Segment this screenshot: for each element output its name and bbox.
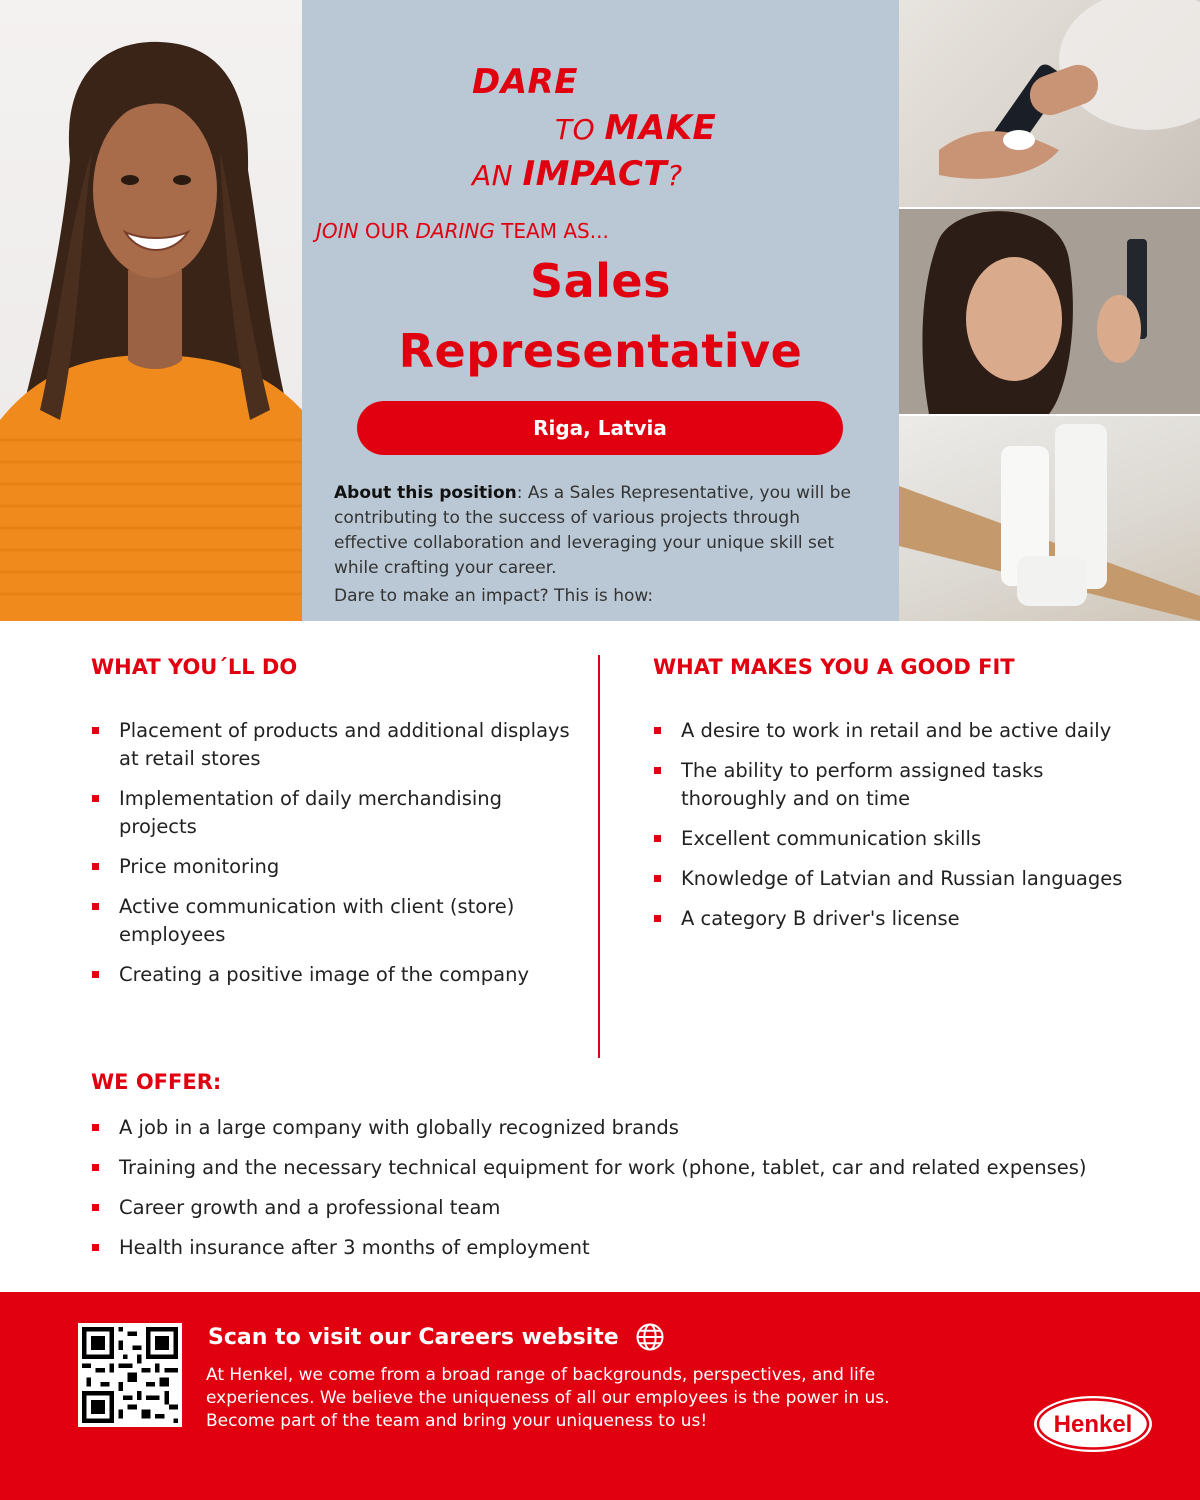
tagline-line-3: AN IMPACT? xyxy=(472,154,683,194)
we-offer-section xyxy=(91,1070,1151,1274)
list-item: Knowledge of Latvian and Russian languages xyxy=(653,865,1133,893)
list-item: Career growth and a professional team xyxy=(91,1194,1151,1222)
globe-icon xyxy=(635,1322,665,1352)
list-item: Creating a positive image of the company xyxy=(91,961,571,989)
portrait-photo xyxy=(0,0,302,621)
henkel-logo-text: Henkel xyxy=(1053,1411,1133,1438)
bullet-square-icon xyxy=(92,1204,99,1211)
bullet-square-icon xyxy=(92,795,99,802)
list-item: Health insurance after 3 months of employment xyxy=(91,1234,1151,1262)
good-fit-list xyxy=(653,717,1133,933)
bullet-square-icon xyxy=(92,727,99,734)
photo-hands-foam xyxy=(899,0,1200,207)
what-youll-do-heading: WHAT YOU´LL DO xyxy=(91,655,298,679)
what-youll-do-list xyxy=(91,717,571,989)
bullet-square-icon xyxy=(92,863,99,870)
henkel-logo-icon xyxy=(1032,1394,1154,1454)
photo-products-shelf xyxy=(899,416,1200,621)
we-offer-list xyxy=(91,1114,1151,1262)
list-item: Placement of products and additional displays at retail stores xyxy=(91,717,571,773)
location-text: Riga, Latvia xyxy=(533,416,667,440)
list-item: Active communication with client (store) employees xyxy=(91,893,571,949)
what-youll-do-section xyxy=(91,655,571,1001)
footer xyxy=(0,1292,1200,1500)
products-shelf-illustration xyxy=(899,416,1200,621)
list-item: Price monitoring xyxy=(91,853,571,881)
list-item: Implementation of daily merchandising projects xyxy=(91,785,571,841)
bullet-square-icon xyxy=(92,1124,99,1131)
bullet-square-icon xyxy=(92,903,99,910)
product-photos xyxy=(899,0,1200,621)
about-text: : As a Sales Representative, you will be contributing to the success of various projects through effective collaboration and leveraging your unique skill set while crafting your career. xyxy=(334,483,851,578)
hands-foam-illustration xyxy=(899,0,1200,207)
list-item: Training and the necessary technical equipment for work (phone, tablet, car and related expenses) xyxy=(91,1154,1151,1182)
photo-woman-hairspray xyxy=(899,209,1200,414)
hero-section xyxy=(0,0,1200,621)
bullet-square-icon xyxy=(92,1164,99,1171)
dare-how-text: Dare to make an impact? This is how: xyxy=(334,586,654,606)
scan-careers-link[interactable] xyxy=(208,1322,665,1352)
bullet-square-icon xyxy=(92,971,99,978)
list-item: Excellent communication skills xyxy=(653,825,1133,853)
about-label: About this position xyxy=(334,483,517,503)
tagline-line-1: DARE xyxy=(472,62,578,102)
location-badge xyxy=(357,401,843,455)
job-title-line-2: Representative xyxy=(398,324,803,378)
good-fit-section xyxy=(653,655,1133,945)
careers-qr-code[interactable] xyxy=(78,1323,182,1427)
bullet-square-icon xyxy=(92,1244,99,1251)
job-title-line-1: Sales xyxy=(529,254,672,308)
diversity-statement: At Henkel, we come from a broad range of backgrounds, perspectives, and life experiences. We believe the uniqueness of all our employees is the power in us. Become part of the team and bring your uniqueness to us! xyxy=(206,1365,890,1431)
person-illustration xyxy=(0,0,302,621)
tagline-line-2: TO MAKE xyxy=(555,108,717,148)
woman-hairspray-illustration xyxy=(899,209,1200,414)
list-item: A category B driver's license xyxy=(653,905,1133,933)
list-item: A job in a large company with globally recognized brands xyxy=(91,1114,1151,1142)
column-divider xyxy=(598,655,600,1058)
scan-text: Scan to visit our Careers website xyxy=(208,1324,619,1350)
bullet-square-icon xyxy=(654,767,661,774)
list-item: A desire to work in retail and be active daily xyxy=(653,717,1133,745)
bullet-square-icon xyxy=(654,727,661,734)
list-item: The ability to perform assigned tasks thoroughly and on time xyxy=(653,757,1133,813)
about-position xyxy=(334,481,879,581)
we-offer-heading: WE OFFER: xyxy=(91,1070,222,1094)
bullet-square-icon xyxy=(654,875,661,882)
henkel-logo xyxy=(1032,1394,1154,1454)
bullet-square-icon xyxy=(654,915,661,922)
bullet-square-icon xyxy=(654,835,661,842)
qr-code-icon xyxy=(82,1327,178,1423)
hero-text-panel xyxy=(302,0,899,621)
join-team-text: JOIN OUR DARING TEAM AS... xyxy=(316,219,609,243)
good-fit-heading: WHAT MAKES YOU A GOOD FIT xyxy=(653,655,1015,679)
